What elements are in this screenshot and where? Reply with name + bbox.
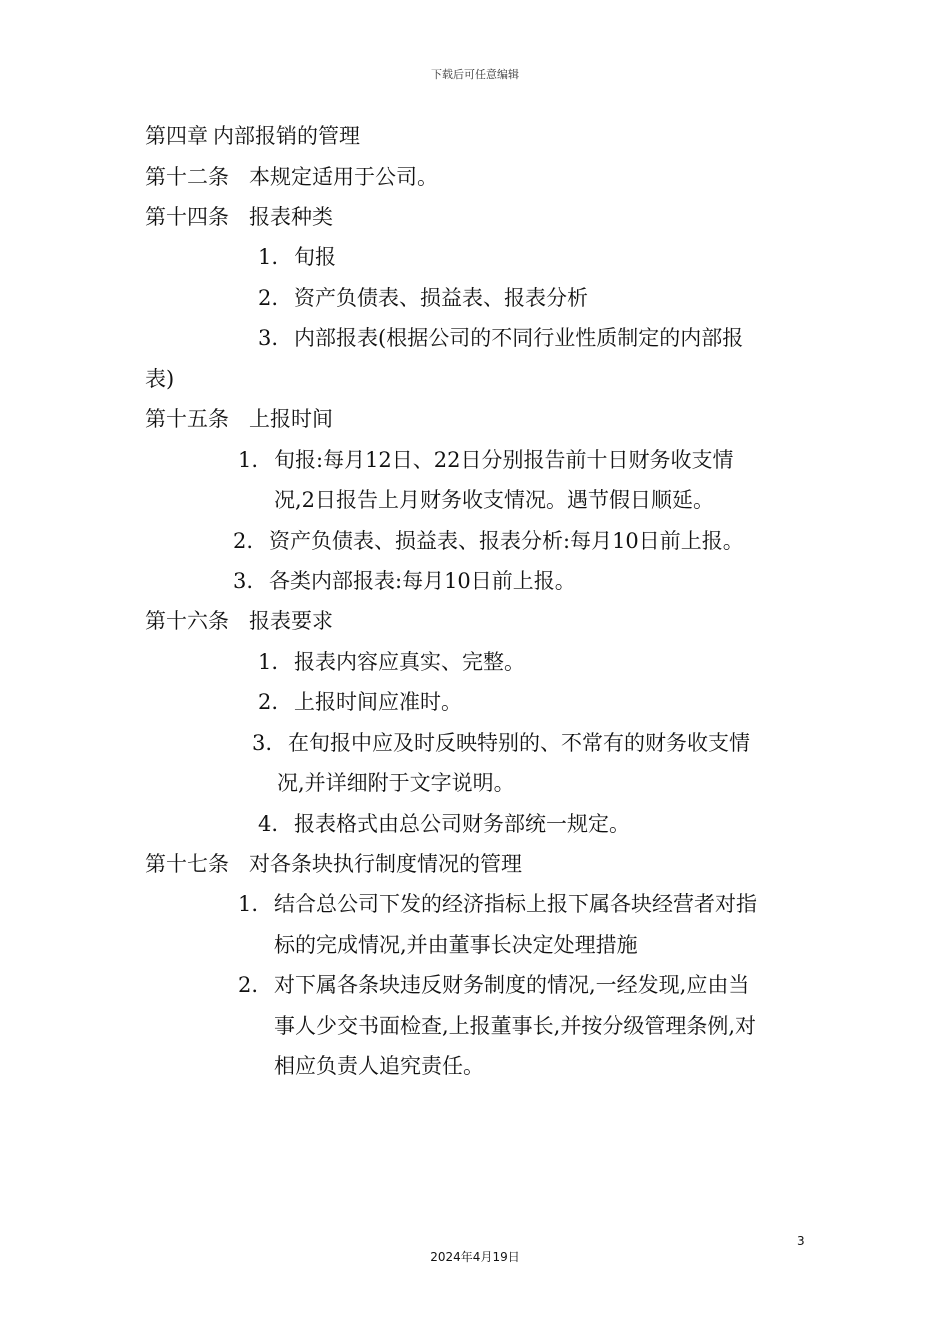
article-number: 第十六条 — [145, 609, 229, 633]
article-title: 对各条块执行制度情况的管理 — [249, 852, 522, 876]
list-item-continuation: 事人少交书面检查,上报董事长,并按分级管理条例,对 — [274, 1014, 757, 1038]
list-item-continuation: 相应负责人追究责任。 — [274, 1054, 484, 1078]
page-number: 3 — [797, 1234, 805, 1248]
list-item: 3. 内部报表(根据公司的不同行业性质制定的内部报 — [258, 326, 744, 350]
article-title: 报表要求 — [249, 609, 333, 633]
article-number: 第十七条 — [145, 852, 229, 876]
list-item: 3. 各类内部报表:每月10日前上报。 — [233, 569, 576, 593]
list-item-continuation: 况,2日报告上月财务收支情况。遇节假日顺延。 — [274, 488, 715, 512]
footer-date: 2024年4月19日 — [430, 1250, 520, 1264]
list-item-continuation: 况,并详细附于文字说明。 — [277, 771, 515, 795]
list-item: 2. 上报时间应准时。 — [258, 690, 462, 714]
list-item: 3. 在旬报中应及时反映特别的、不常有的财务收支情 — [252, 731, 750, 755]
list-item-continuation: 标的完成情况,并由董事长决定处理措施 — [274, 933, 638, 957]
list-item: 1. 结合总公司下发的经济指标上报下属各块经营者对指 — [238, 892, 757, 916]
article-text: 本规定适用于公司。 — [249, 165, 438, 189]
article-14-heading — [145, 203, 333, 231]
article-title: 上报时间 — [249, 407, 333, 431]
chapter-number: 第四章 — [145, 124, 208, 148]
article-15-heading — [145, 405, 333, 433]
list-item: 2. 对下属各条块违反财务制度的情况,一经发现,应由当 — [238, 973, 750, 997]
list-item: 1. 旬报:每月12日、22日分别报告前十日财务收支情 — [238, 448, 734, 472]
article-number: 第十四条 — [145, 205, 229, 229]
article-number: 第十二条 — [145, 165, 229, 189]
chapter-heading — [145, 122, 360, 150]
list-item: 1. 报表内容应真实、完整。 — [258, 650, 525, 674]
article-17-heading — [145, 850, 522, 878]
list-item: 4. 报表格式由总公司财务部统一规定。 — [258, 812, 630, 836]
list-item: 1. 旬报 — [258, 245, 336, 269]
article-title: 报表种类 — [249, 205, 333, 229]
list-item: 2. 资产负债表、损益表、报表分析:每月10日前上报。 — [233, 529, 744, 553]
article-number: 第十五条 — [145, 407, 229, 431]
article-12 — [145, 163, 438, 191]
page-header: 下载后可任意编辑 — [431, 68, 519, 81]
list-item-continuation: 表) — [145, 367, 175, 391]
list-item: 2. 资产负债表、损益表、报表分析 — [258, 286, 588, 310]
chapter-title: 内部报销的管理 — [213, 124, 360, 148]
article-16-heading — [145, 607, 333, 635]
